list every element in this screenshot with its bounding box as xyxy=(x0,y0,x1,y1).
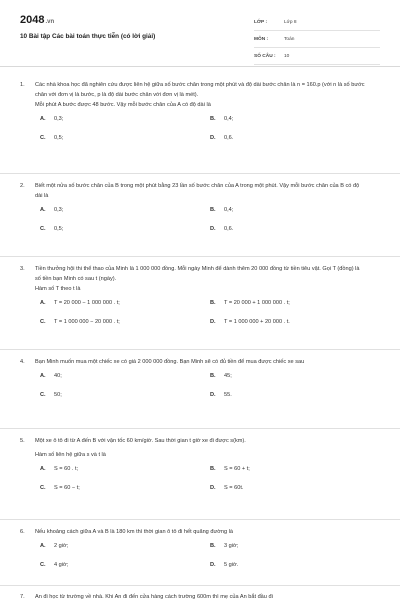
options xyxy=(20,298,380,340)
option-d[interactable]: D. 0,6. xyxy=(210,226,234,232)
document-meta xyxy=(254,14,380,65)
option-c[interactable]: C. 0,5; xyxy=(40,135,64,141)
option-d[interactable]: D. S = 60t. xyxy=(210,485,244,491)
header-divider xyxy=(0,66,400,67)
document-header xyxy=(0,0,400,62)
question-5 xyxy=(20,436,380,506)
option-a[interactable]: A. 0,3; xyxy=(40,116,64,122)
options xyxy=(20,541,380,583)
question-number: 4. xyxy=(20,359,25,365)
option-a[interactable]: A. T = 20 000 − 1 000 000 . t; xyxy=(40,300,120,306)
question-separator xyxy=(0,519,400,520)
question-text: Một xe ô tô đi từ A đến B với vận tốc 60 km/giờ. Sau thời gian t giờ xe đi được s(km). xyxy=(35,438,246,444)
meta-value: Toán xyxy=(284,36,295,42)
options xyxy=(20,464,380,506)
question-text: An đi học từ trường về nhà. Khi An đi đến cửa hàng cách trường 600m thì mẹ của An bắt đầu đi xyxy=(35,594,273,600)
option-a[interactable]: A. 0,3; xyxy=(40,207,64,213)
option-c[interactable]: C. 4 giờ; xyxy=(40,562,69,568)
option-b[interactable]: B. 0,4; xyxy=(210,207,234,213)
meta-key: LỚP : xyxy=(254,19,268,25)
option-b[interactable]: B. 0,4; xyxy=(210,116,234,122)
option-a[interactable]: A. S = 60 . t; xyxy=(40,466,79,472)
option-a[interactable]: A. 2 giờ; xyxy=(40,543,69,549)
options xyxy=(20,205,380,247)
option-c[interactable]: C. 50; xyxy=(40,392,62,398)
option-d[interactable]: D. 5 giờ. xyxy=(210,562,239,568)
question-number: 5. xyxy=(20,438,25,444)
meta-key: MÔN : xyxy=(254,36,269,42)
question-text: Biết một nửa số bước chân của B trong một phút bằng 23 lần số bước chân của A trong một phút. Vậy mỗi bước chân của B có độ dài là xyxy=(35,183,360,199)
option-b[interactable]: B. 45; xyxy=(210,373,232,379)
question-7 xyxy=(20,592,380,602)
options xyxy=(20,114,380,156)
question-number: 1. xyxy=(20,82,25,88)
question-number: 6. xyxy=(20,529,25,535)
question-text: Tiền thưởng hội thi thể thao của Minh là 1 000 000 đồng. Mỗi ngày Minh để dành thêm 20 000 đồng từ tiền tiêu vặt. Gọi T (đồng) là số tiền bạn Minh có sau t (ngày). xyxy=(35,266,360,282)
meta-row-count xyxy=(254,48,380,65)
option-a[interactable]: A. 40; xyxy=(40,373,62,379)
meta-row-subject xyxy=(254,31,380,48)
question-text-line2: Hàm số T theo t là xyxy=(35,286,81,292)
question-text-line2: Hàm số liên hệ giữa s và t là xyxy=(35,452,106,458)
question-6 xyxy=(20,527,380,583)
question-4 xyxy=(20,357,380,413)
question-text-line2: Mỗi phút A bước được 48 bước. Vậy mỗi bước chân của A có độ dài là xyxy=(35,102,211,108)
question-3 xyxy=(20,264,380,340)
option-d[interactable]: D. T = 1 000 000 + 20 000 . t. xyxy=(210,319,290,325)
question-separator xyxy=(0,428,400,429)
question-separator xyxy=(0,349,400,350)
question-separator xyxy=(0,585,400,586)
option-b[interactable]: B. 3 giờ; xyxy=(210,543,239,549)
option-d[interactable]: D. 55. xyxy=(210,392,232,398)
meta-value: 10 xyxy=(284,53,290,59)
question-number: 7. xyxy=(20,594,25,600)
question-separator xyxy=(0,173,400,174)
question-1 xyxy=(20,80,380,156)
question-number: 3. xyxy=(20,266,25,272)
logo-suffix: .vn xyxy=(45,19,55,25)
options xyxy=(20,371,380,413)
document-title: 10 Bài tập Các bài toán thực tiễn (có lời giải) xyxy=(20,33,156,40)
option-b[interactable]: B. S = 60 + t; xyxy=(210,466,250,472)
meta-row-class xyxy=(254,14,380,31)
question-text: Nếu khoảng cách giữa A và B là 180 km thì thời gian ô tô đi hết quãng đường là xyxy=(35,529,233,535)
site-logo[interactable] xyxy=(20,14,54,26)
option-c[interactable]: C. T = 1 000 000 − 20 000 . t; xyxy=(40,319,120,325)
logo-main: 2048 xyxy=(20,14,45,26)
meta-value: Lớp 8 xyxy=(284,19,297,25)
question-2 xyxy=(20,181,380,247)
option-b[interactable]: B. T = 20 000 + 1 000 000 . t; xyxy=(210,300,290,306)
question-text: Các nhà khoa học đã nghiên cứu được liên hệ giữa số bước chân trong một phút và độ dài bước chân là n = 160.p (với n là số bước chân với đơn vị là bước, p là độ dài bước chân với đơn vị là mét). xyxy=(35,82,365,98)
question-number: 2. xyxy=(20,183,25,189)
option-c[interactable]: C. S = 60 − t; xyxy=(40,485,80,491)
option-d[interactable]: D. 0,6. xyxy=(210,135,234,141)
question-separator xyxy=(0,256,400,257)
option-c[interactable]: C. 0,5; xyxy=(40,226,64,232)
question-text: Bạn Minh muốn mua một chiếc xe có giá 2 000 000 đồng. Bạn Minh sẽ có đủ tiền để mua được chiếc xe sau xyxy=(35,359,305,365)
meta-key: SỐ CÂU : xyxy=(254,53,276,59)
